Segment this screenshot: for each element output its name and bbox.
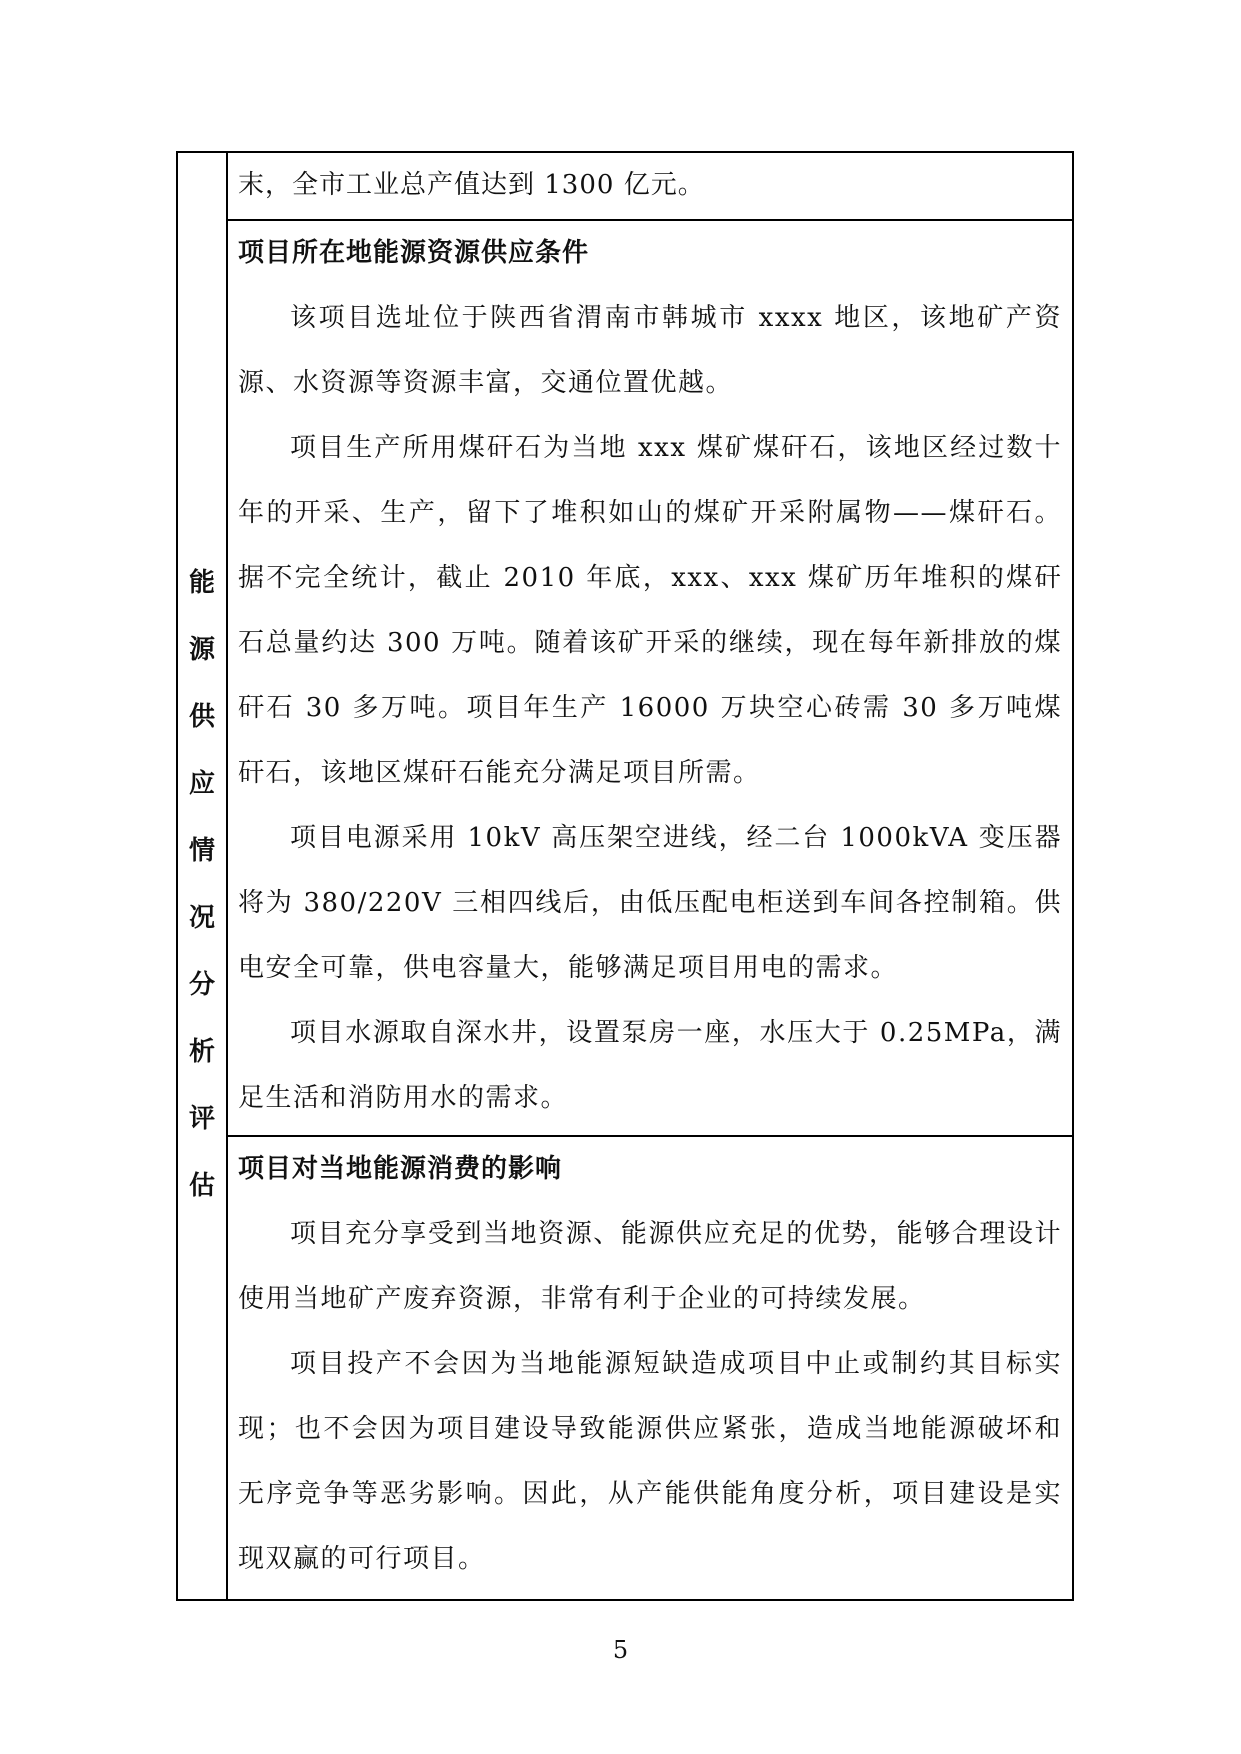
continued-text: 末，全市工业总产值达到 1300 亿元。 [238, 170, 705, 200]
paragraph: 项目投产不会因为当地能源短缺造成项目中止或制约其目标实现；也不会因为项目建设导致能源供应紧张，造成当地能源破坏和无序竞争等恶劣影响。因此，从产能供能角度分析，项目建设是实现双赢的可行项目。 [238, 1349, 1062, 1574]
paragraph: 项目电源采用 10kV 高压架空进线，经二台 1000kVA 变压器将为 380/220V 三相四线后，由低压配电柜送到车间各控制箱。供电安全可靠，供电容量大，能够满足项目用电的需求。 [238, 823, 1062, 983]
paragraph: 项目水源取自深水井，设置泵房一座，水压大于 0.25MPa，满足生活和消防用水的需求。 [238, 1018, 1062, 1113]
supply-conditions-cell [228, 221, 1072, 1137]
paragraph: 该项目选址位于陕西省渭南市韩城市 xxxx 地区，该地矿产资源、水资源等资源丰富，交通位置优越。 [238, 303, 1062, 398]
continued-text-cell [228, 153, 1072, 221]
side-label-char: 能 [188, 568, 215, 598]
page-number: 5 [612, 1636, 629, 1664]
side-label-char: 分 [188, 970, 215, 1000]
side-label-char: 情 [188, 836, 215, 866]
paragraph: 项目充分享受到当地资源、能源供应充足的优势，能够合理设计使用当地矿产废弃资源，非常有利于企业的可持续发展。 [238, 1219, 1062, 1314]
energy-impact-cell [228, 1137, 1072, 1599]
side-label-char: 供 [188, 702, 215, 732]
side-label-char: 评 [188, 1104, 215, 1134]
side-label-char: 况 [188, 903, 215, 933]
energy-analysis-table [176, 151, 1074, 1601]
energy-impact-heading: 项目对当地能源消费的影响 [238, 1154, 563, 1184]
side-label-char: 源 [188, 635, 215, 665]
supply-conditions-heading: 项目所在地能源资源供应条件 [238, 238, 590, 268]
side-label-char: 析 [188, 1037, 215, 1067]
side-label [178, 550, 226, 1220]
paragraph: 项目生产所用煤矸石为当地 xxx 煤矿煤矸石，该地区经过数十年的开采、生产，留下了堆积如山的煤矿开采附属物——煤矸石。据不完全统计，截止 2010 年底，xxx、xxx 煤矿历年堆积的煤矸石总量约达 300 万吨。随着该矿开采的继续，现在每年新排放的煤矸石 30 多万吨。项目年生产 16000 万块空心砖需 30 多万吨煤矸石，该地区煤矸石能充分满足项目所需。 [238, 433, 1062, 788]
side-label-column [178, 153, 228, 1599]
side-label-char: 应 [188, 769, 215, 799]
side-label-char: 估 [188, 1171, 215, 1201]
